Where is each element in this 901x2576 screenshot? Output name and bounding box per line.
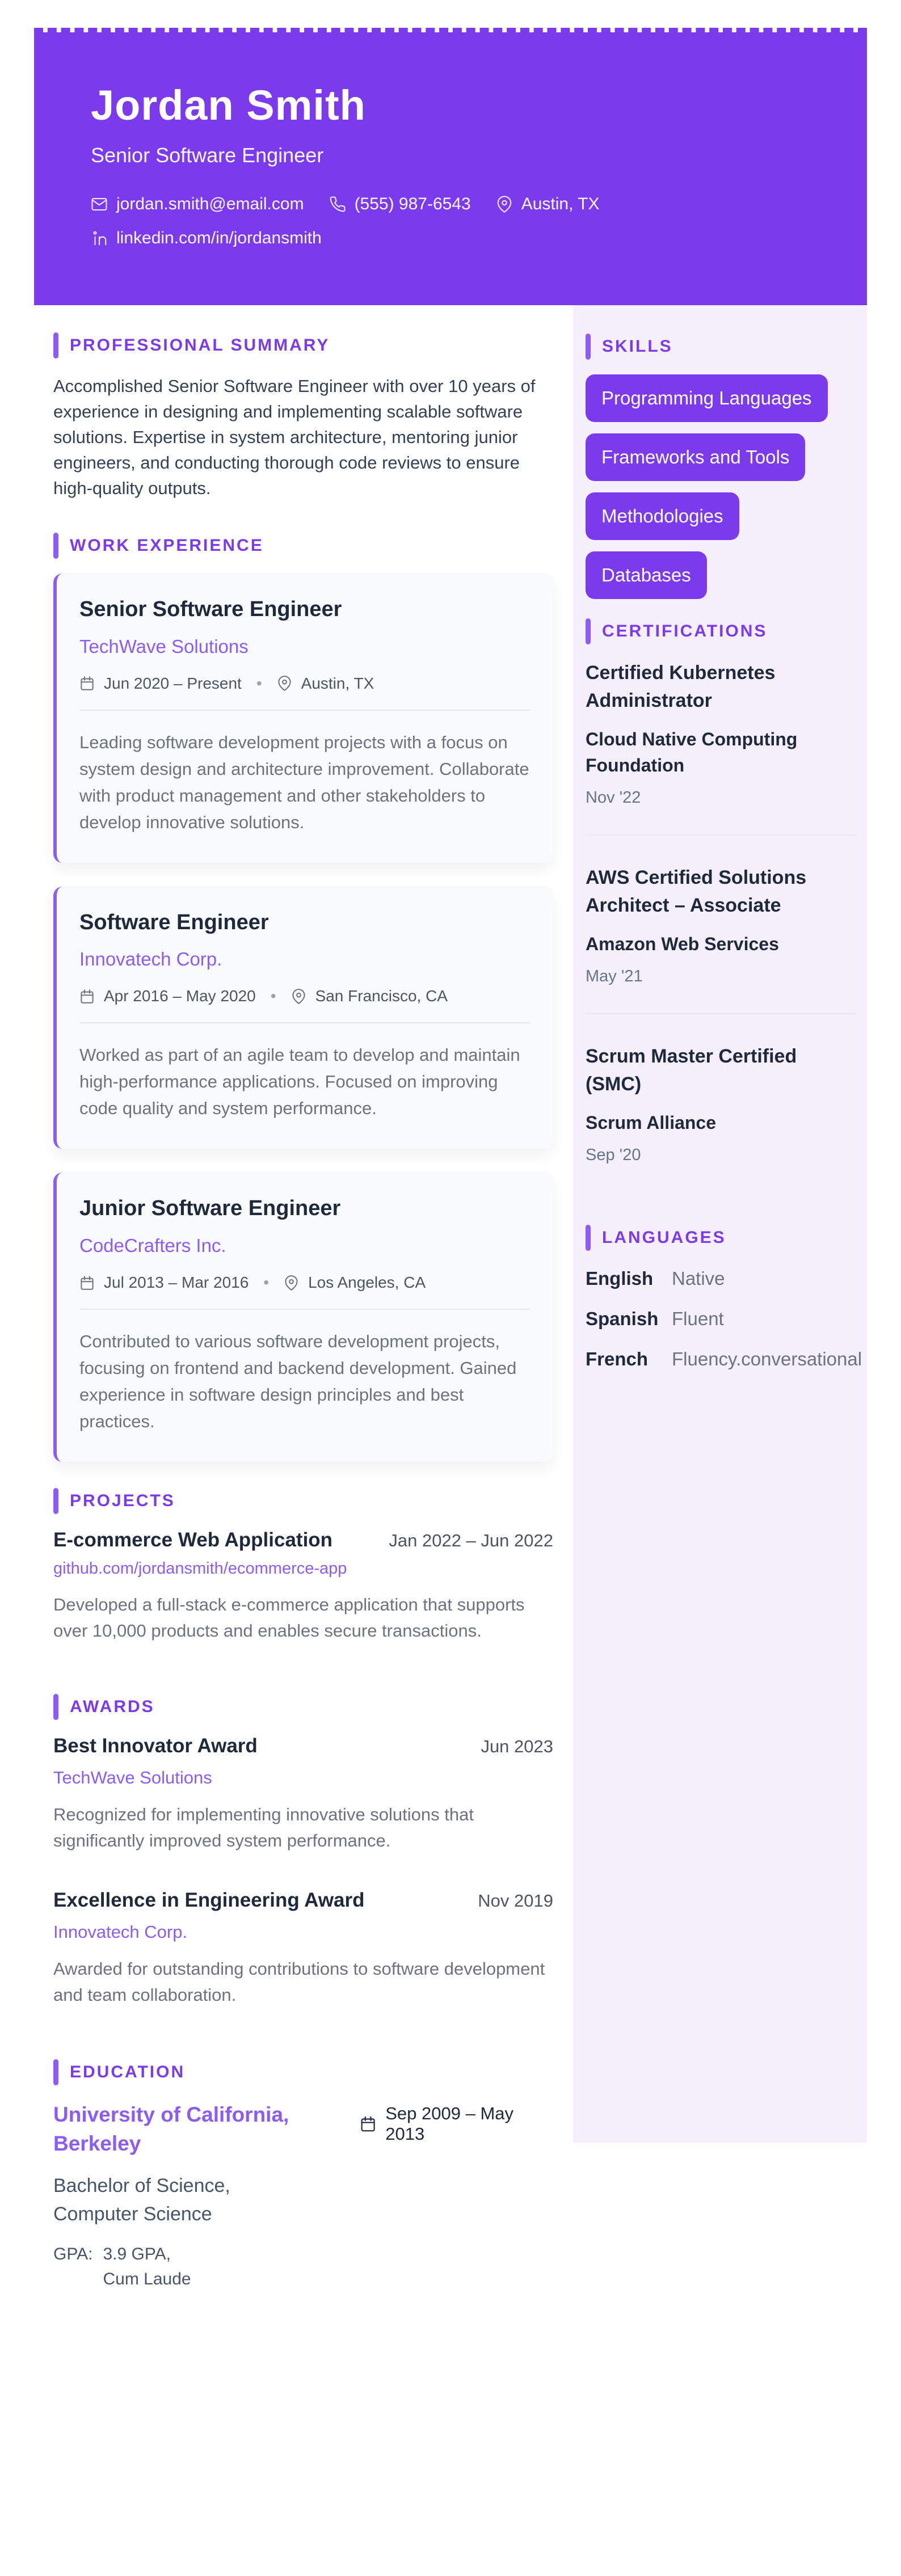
- gpa-label: GPA:: [53, 2245, 93, 2264]
- location-text: Austin, TX: [521, 195, 600, 213]
- award-date: Nov 2019: [478, 1891, 553, 1911]
- sidebar-column: [573, 305, 867, 2143]
- location-pin-icon: [496, 196, 513, 213]
- award-name: Best Innovator Award: [53, 1735, 258, 1757]
- language-level: Native: [672, 1268, 725, 1289]
- job-company: CodeCrafters Inc.: [79, 1235, 226, 1257]
- phone-contact: [329, 195, 471, 214]
- certification-date: Sep '20: [586, 1146, 641, 1164]
- skills-section-heading: [586, 334, 856, 360]
- certification-name: Certified Kubernetes Administrator: [586, 662, 776, 711]
- skill-chip: Frameworks and Tools: [586, 433, 805, 481]
- certification-name: Scrum Master Certified (SMC): [586, 1045, 797, 1095]
- person-job-title: Senior Software Engineer: [91, 144, 324, 167]
- certification-issuer: Cloud Native Computing Foundation: [586, 729, 798, 775]
- linkedin-contact[interactable]: [91, 229, 322, 248]
- location-pin-icon: [291, 989, 306, 1004]
- content-columns: [34, 305, 867, 2292]
- summary-paragraph: Accomplished Senior Software Engineer with over 10 years of experience in designing and implementing scalable software solutions. Expertise in system architecture, mentoring junior engineers, and conducting thorough code reviews to ensure high-quality outputs.: [53, 376, 536, 498]
- language-name: Spanish: [586, 1308, 659, 1329]
- projects-heading-text: PROJECTS: [70, 1491, 175, 1511]
- gpa-note: Cum Laude: [103, 2270, 191, 2289]
- project-date: Jan 2022 – Jun 2022: [389, 1531, 553, 1551]
- award-name: Excellence in Engineering Award: [53, 1889, 365, 1912]
- section-accent-bar: [586, 618, 591, 644]
- award-item: [53, 1735, 553, 1854]
- linkedin-icon: [91, 230, 108, 247]
- summary-heading-text: PROFESSIONAL SUMMARY: [70, 336, 330, 355]
- job-description: Leading software development projects with a focus on system design and architecture improvement. Collaborate with product management and other stakeholders to develop innovative solutions.: [79, 732, 529, 832]
- mail-icon: [91, 196, 108, 213]
- education-heading-text: EDUCATION: [70, 2063, 186, 2082]
- linkedin-row: [91, 229, 867, 248]
- job-description: Contributed to various software development projects, focusing on frontend and backend development. Gained experience in software design principles and best practices.: [79, 1331, 517, 1432]
- education-degree-line: Bachelor of Science,: [53, 2175, 230, 2197]
- awards-section-heading: [53, 1694, 553, 1720]
- languages-section-heading: [586, 1225, 856, 1251]
- certification-issuer: Amazon Web Services: [586, 934, 779, 954]
- summary-section-heading: [53, 332, 553, 359]
- education-degree: [53, 2172, 360, 2228]
- location-pin-icon: [284, 1275, 299, 1291]
- location-contact: [496, 195, 600, 214]
- education-gpa: [53, 2242, 360, 2292]
- skill-chip: Databases: [586, 551, 707, 599]
- job-title: Junior Software Engineer: [79, 1196, 341, 1221]
- job-card: [53, 574, 553, 863]
- job-description: Worked as part of an agile team to develop and maintain high-performance applications. Focused on improving code quality and system performance.: [79, 1045, 520, 1119]
- certification-item: [586, 864, 856, 1014]
- education-school: University of California, Berkeley: [53, 2103, 289, 2156]
- contact-row: [91, 195, 867, 214]
- language-row: [586, 1266, 856, 1292]
- certification-date: May '21: [586, 967, 643, 985]
- section-accent-bar: [586, 334, 591, 360]
- section-accent-bar: [586, 1225, 591, 1251]
- meta-separator: •: [270, 987, 276, 1005]
- certifications-heading-text: CERTIFICATIONS: [602, 622, 768, 640]
- calendar-icon: [79, 1275, 95, 1291]
- education-field-line: Computer Science: [53, 2203, 212, 2225]
- language-row: [586, 1346, 862, 1372]
- projects-section-heading: [53, 1488, 553, 1514]
- education-item: [53, 2100, 553, 2292]
- calendar-icon: [360, 2115, 376, 2132]
- location-pin-icon: [277, 676, 292, 691]
- email-contact[interactable]: [91, 195, 304, 214]
- project-description: Developed a full-stack e-commerce application that supports over 10,000 products and enables secure transactions.: [53, 1595, 525, 1641]
- linkedin-text: linkedin.com/in/jordansmith: [116, 229, 322, 247]
- section-accent-bar: [53, 332, 58, 359]
- job-location: San Francisco, CA: [315, 987, 448, 1005]
- job-meta: [79, 1274, 531, 1292]
- card-divider: [79, 1022, 531, 1023]
- certification-item: [586, 1043, 856, 1192]
- certification-item: [586, 659, 856, 836]
- email-text: jordan.smith@email.com: [116, 195, 304, 213]
- meta-separator: •: [263, 1274, 270, 1292]
- work-heading-text: WORK EXPERIENCE: [70, 536, 264, 555]
- project-name: E-commerce Web Application: [53, 1529, 333, 1551]
- card-divider: [79, 1309, 531, 1310]
- gpa-value: 3.9 GPA,: [103, 2245, 171, 2264]
- calendar-icon: [79, 676, 95, 691]
- phone-text: (555) 987-6543: [354, 195, 471, 213]
- job-company: TechWave Solutions: [79, 635, 249, 657]
- award-description: Recognized for implementing innovative solutions that significantly improved system performance.: [53, 1805, 474, 1851]
- languages-heading-text: LANGUAGES: [602, 1228, 726, 1247]
- job-date: Jun 2020 – Present: [104, 674, 242, 692]
- phone-icon: [329, 196, 346, 213]
- education-date: [360, 2103, 553, 2144]
- language-row: [586, 1306, 856, 1332]
- job-card: [53, 887, 553, 1149]
- resume-header: [34, 28, 867, 305]
- card-divider: [79, 710, 531, 711]
- job-location: Los Angeles, CA: [308, 1274, 426, 1292]
- main-column: [34, 305, 553, 2292]
- award-date: Jun 2023: [481, 1736, 553, 1757]
- award-issuer: Innovatech Corp.: [53, 1922, 188, 1942]
- certification-issuer: Scrum Alliance: [586, 1112, 717, 1133]
- meta-separator: •: [256, 674, 262, 692]
- job-card: [53, 1173, 553, 1462]
- job-date: Apr 2016 – May 2020: [104, 987, 256, 1005]
- job-date: Jul 2013 – Mar 2016: [104, 1274, 249, 1292]
- job-title: Software Engineer: [79, 910, 269, 934]
- certification-date: Nov '22: [586, 789, 641, 807]
- job-location: Austin, TX: [301, 674, 374, 692]
- section-accent-bar: [53, 1694, 58, 1720]
- job-company: Innovatech Corp.: [79, 948, 222, 970]
- job-meta: [79, 987, 531, 1005]
- awards-heading-text: AWARDS: [70, 1697, 155, 1717]
- job-meta: [79, 674, 531, 693]
- project-link[interactable]: github.com/jordansmith/ecommerce-app: [53, 1559, 347, 1578]
- language-level: Fluent: [672, 1308, 724, 1329]
- language-name: French: [586, 1348, 649, 1369]
- skill-chip: Programming Languages: [586, 374, 828, 422]
- language-level: Fluency.conversational: [672, 1348, 862, 1369]
- award-item: [53, 1889, 553, 2008]
- job-title: Senior Software Engineer: [79, 597, 342, 621]
- work-section-heading: [53, 533, 553, 559]
- calendar-icon: [79, 989, 95, 1004]
- section-accent-bar: [53, 2059, 58, 2085]
- skills-heading-text: SKILLS: [602, 337, 673, 356]
- education-section-heading: [53, 2059, 553, 2085]
- award-description: Awarded for outstanding contributions to software development and team collaboration.: [53, 1959, 545, 2005]
- skill-chip: Methodologies: [586, 492, 739, 540]
- section-accent-bar: [53, 533, 58, 559]
- person-name: Jordan Smith: [91, 82, 366, 129]
- project-item: [53, 1529, 553, 1644]
- award-issuer: TechWave Solutions: [53, 1768, 212, 1788]
- certification-name: AWS Certified Solutions Architect – Associate: [586, 867, 807, 916]
- education-date-text: Sep 2009 – May 2013: [385, 2103, 514, 2144]
- language-name: English: [586, 1268, 654, 1289]
- section-accent-bar: [53, 1488, 58, 1514]
- certifications-section-heading: [586, 618, 856, 644]
